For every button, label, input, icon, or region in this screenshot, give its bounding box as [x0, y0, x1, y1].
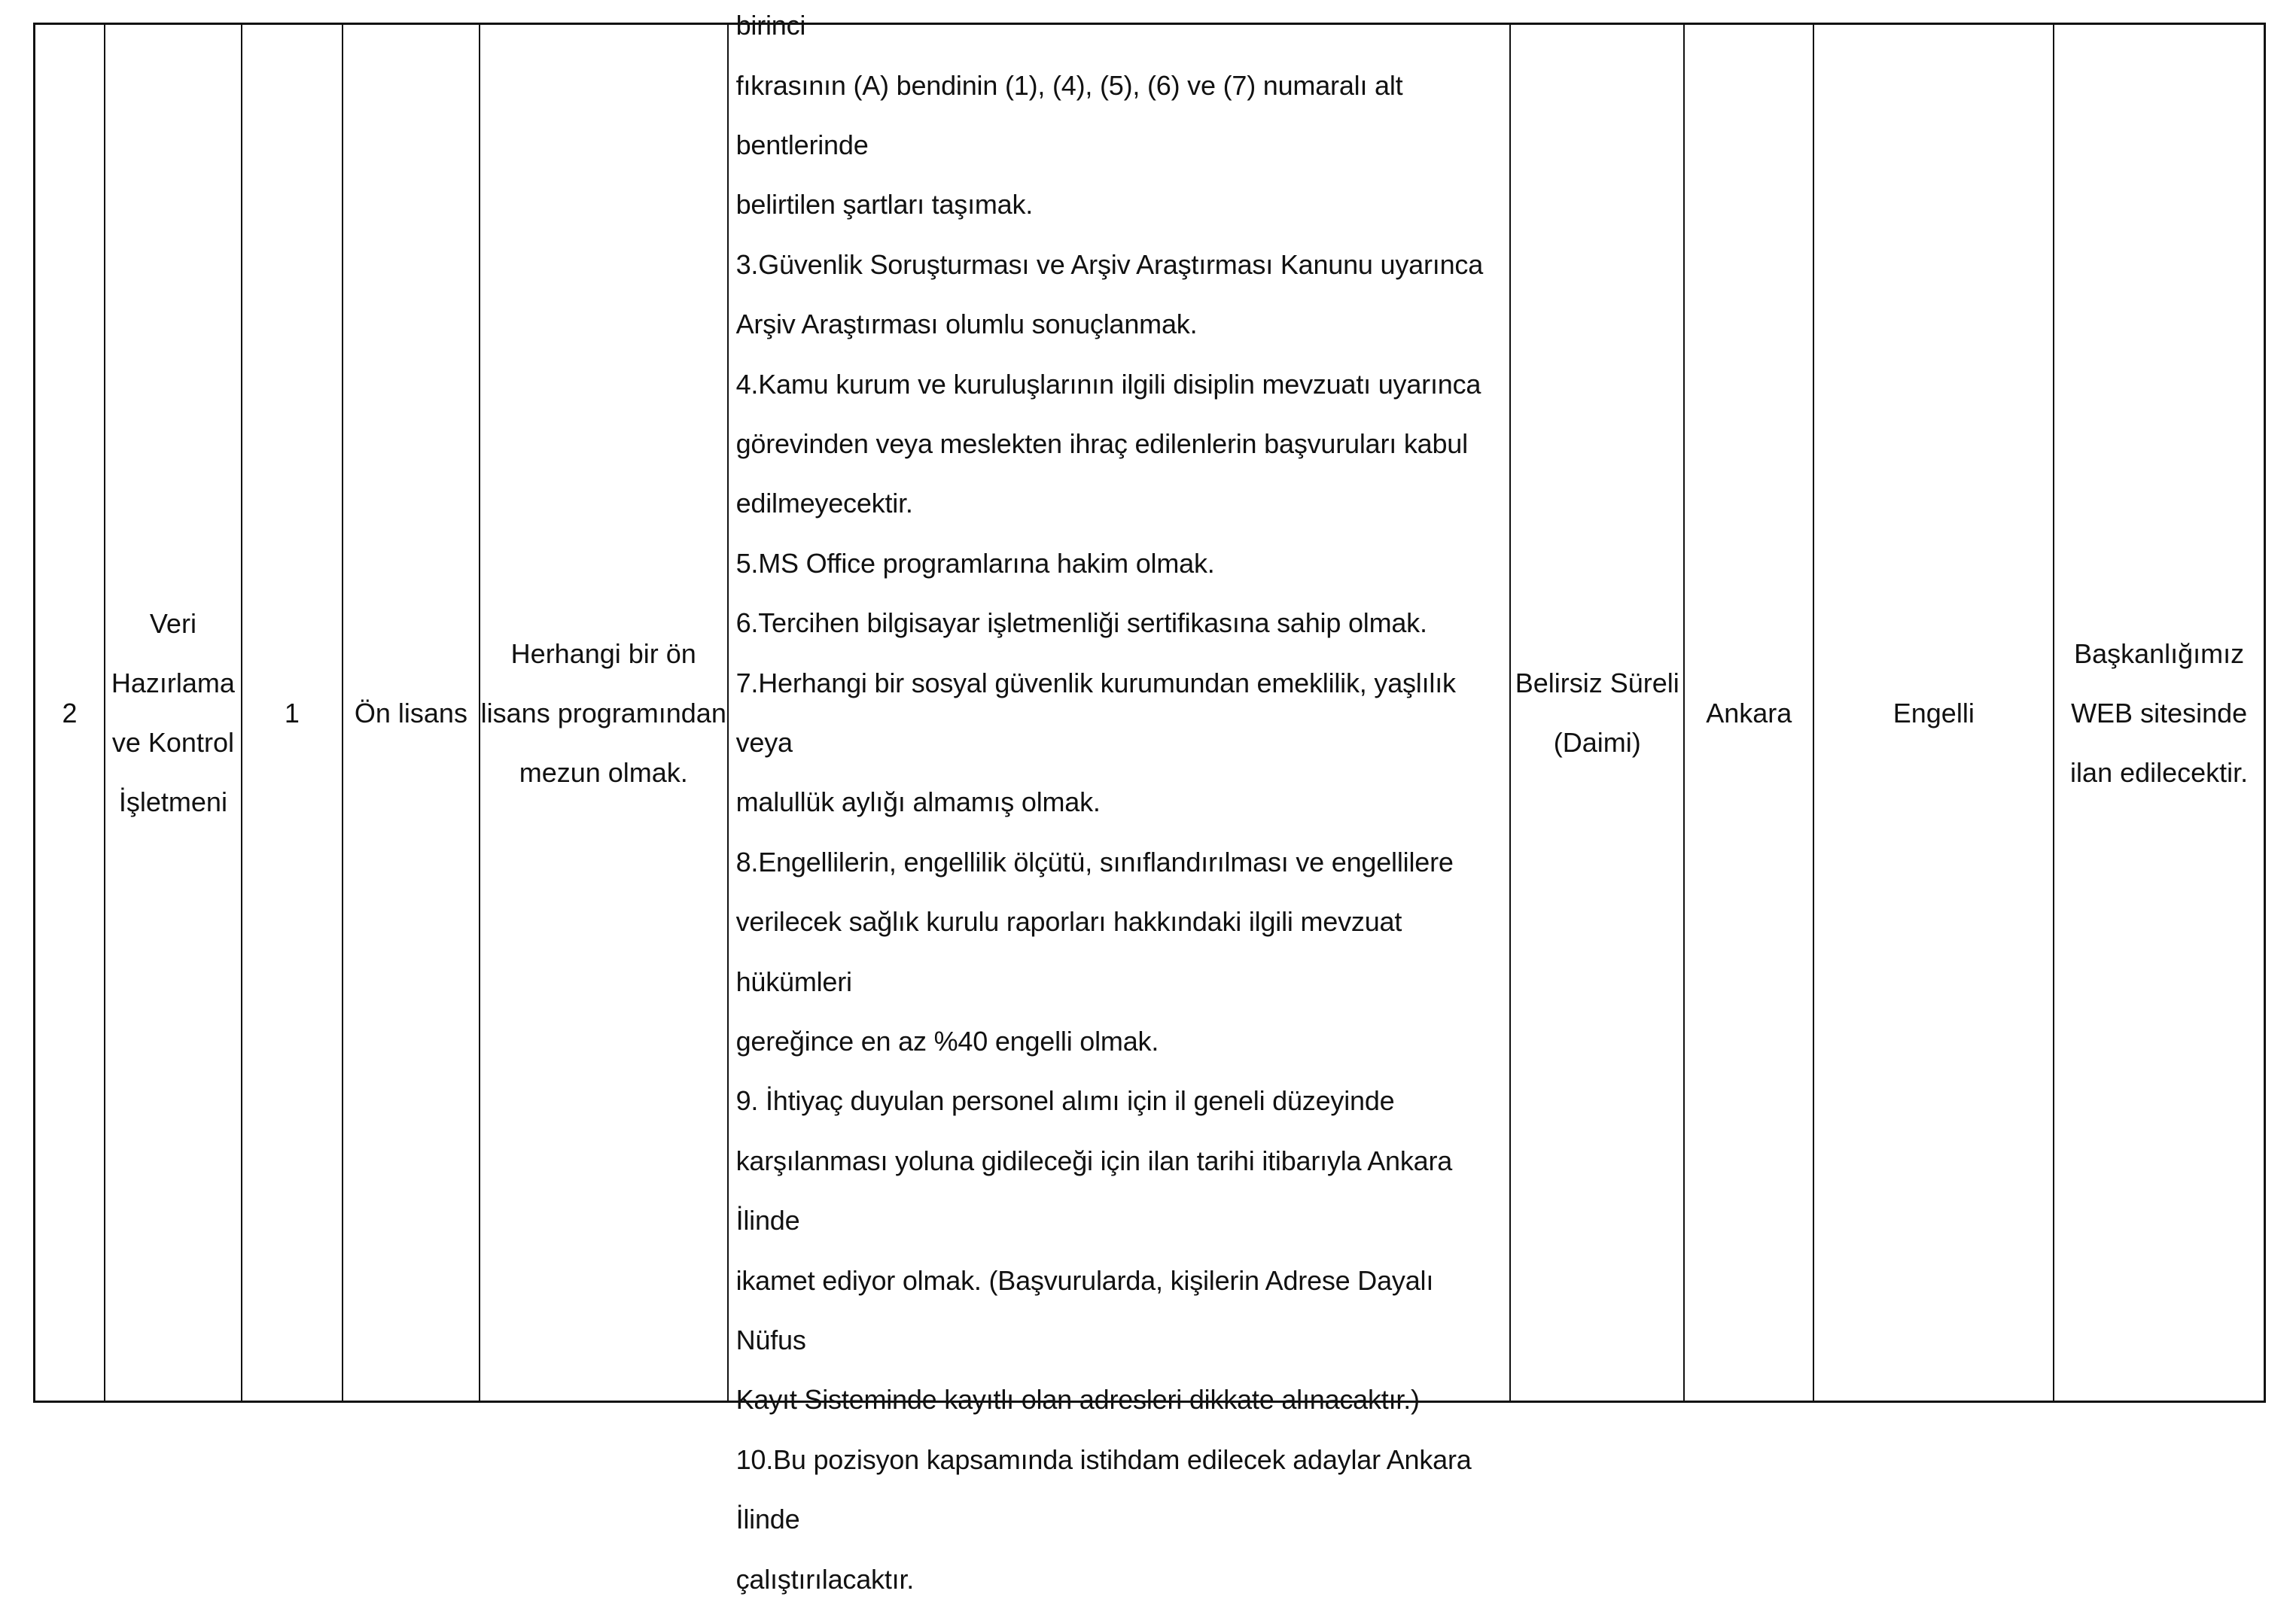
cell-sure: [1511, 25, 1685, 1401]
requirement-line: Kayıt Sisteminde kayıtlı olan adresleri dikkate alınacaktır.): [735, 1384, 1420, 1416]
requirement-line: görevinden veya meslekten ihraç edilenlerin başvuruları kabul: [735, 427, 1468, 459]
cell-ogrenim: [343, 25, 480, 1401]
requirement-line: 5.MS Office programlarına hakim olmak.: [735, 547, 1215, 579]
sure-line: (Daimi): [1553, 727, 1641, 758]
bolum-line: mezun olmak.: [519, 756, 688, 788]
cell-ilan: [2054, 25, 2264, 1401]
unvan-line: İşletmeni: [118, 786, 227, 817]
requirement-line: 6.Tercihen bilgisayar işletmenliği sertifikasına sahip olmak.: [735, 607, 1427, 639]
bolum-line: Herhangi bir ön: [510, 637, 696, 669]
unvan-text: [111, 594, 235, 832]
sure-text: [1515, 653, 1679, 772]
sure-line: Belirsiz Süreli: [1515, 668, 1679, 698]
requirement-line: 4.Kamu kurum ve kuruluşlarının ilgili disiplin mevzuatı uyarınca: [735, 368, 1481, 400]
requirement-line: karşılanması yoluna gidileceği için ilan tarihi itibarıyla Ankara İlinde: [735, 1145, 1453, 1236]
cell-sartlar: [729, 10, 1512, 1595]
tur-text: Engelli: [1893, 697, 1975, 728]
requirement-line: edilmeyecektir.: [735, 488, 913, 519]
cell-adet: [242, 25, 343, 1401]
requirement-line: 3.Güvenlik Soruşturması ve Arşiv Araştırması Kanunu uyarınca: [735, 248, 1484, 280]
cell-tur: [1814, 25, 2054, 1401]
requirements-list: [729, 0, 1510, 1609]
unvan-line: ve Kontrol: [111, 727, 234, 758]
ilan-line: WEB sitesinde: [2071, 697, 2248, 728]
requirement-line: ikamet ediyor olmak. (Başvurularda, kişilerin Adrese Dayalı Nüfus: [735, 1264, 1434, 1356]
bolum-line: lisans programından: [480, 697, 726, 728]
unvan-line: Hazırlama: [111, 668, 235, 698]
bolum-text: [481, 624, 726, 802]
requirement-line: verilecek sağlık kurulu raporları hakkındaki ilgili mevzuat hükümleri: [735, 906, 1402, 997]
requirement-line: gereğince en az %40 engelli olmak.: [735, 1026, 1159, 1057]
ilan-text: [2070, 624, 2248, 802]
cell-il: [1685, 25, 1814, 1401]
cell-unvan: [105, 25, 242, 1401]
requirement-line: Arşiv Araştırması olumlu sonuçlanmak.: [735, 309, 1198, 340]
job-posting-table-row: [33, 10, 2266, 1595]
il-text: Ankara: [1706, 697, 1792, 728]
sira-no-text: 2: [62, 697, 78, 728]
cell-bolum: [480, 25, 729, 1401]
requirement-line: malullük aylığı almamış olmak.: [735, 786, 1101, 818]
requirement-line: çalıştırılacaktır.: [735, 1563, 915, 1595]
ilan-line: Başkanlığımız: [2074, 637, 2245, 669]
requirement-line: birinci: [735, 10, 806, 41]
requirement-line: 8.Engellilerin, engellilik ölçütü, sınıflandırılması ve engellilere: [735, 846, 1454, 877]
ilan-line: ilan edilecektir.: [2070, 756, 2249, 788]
cell-sira-no: [35, 25, 105, 1401]
unvan-line: Veri: [149, 608, 196, 639]
requirement-line: 10.Bu pozisyon kapsamında istihdam edilecek adaylar Ankara İlinde: [735, 1443, 1472, 1535]
requirement-line: fıkrasının (A) bendinin (1), (4), (5), (6) ve (7) numaralı alt bentlerinde: [735, 69, 1403, 160]
requirement-line: belirtilen şartları taşımak.: [735, 189, 1034, 221]
ogrenim-text: Ön lisans: [354, 697, 467, 728]
requirement-line: 9. İhtiyaç duyulan personel alımı için il geneli düzeyinde: [735, 1085, 1395, 1117]
adet-text: 1: [284, 697, 300, 728]
requirement-line: 7.Herhangi bir sosyal güvenlik kurumundan emeklilik, yaşlılık veya: [735, 667, 1456, 758]
